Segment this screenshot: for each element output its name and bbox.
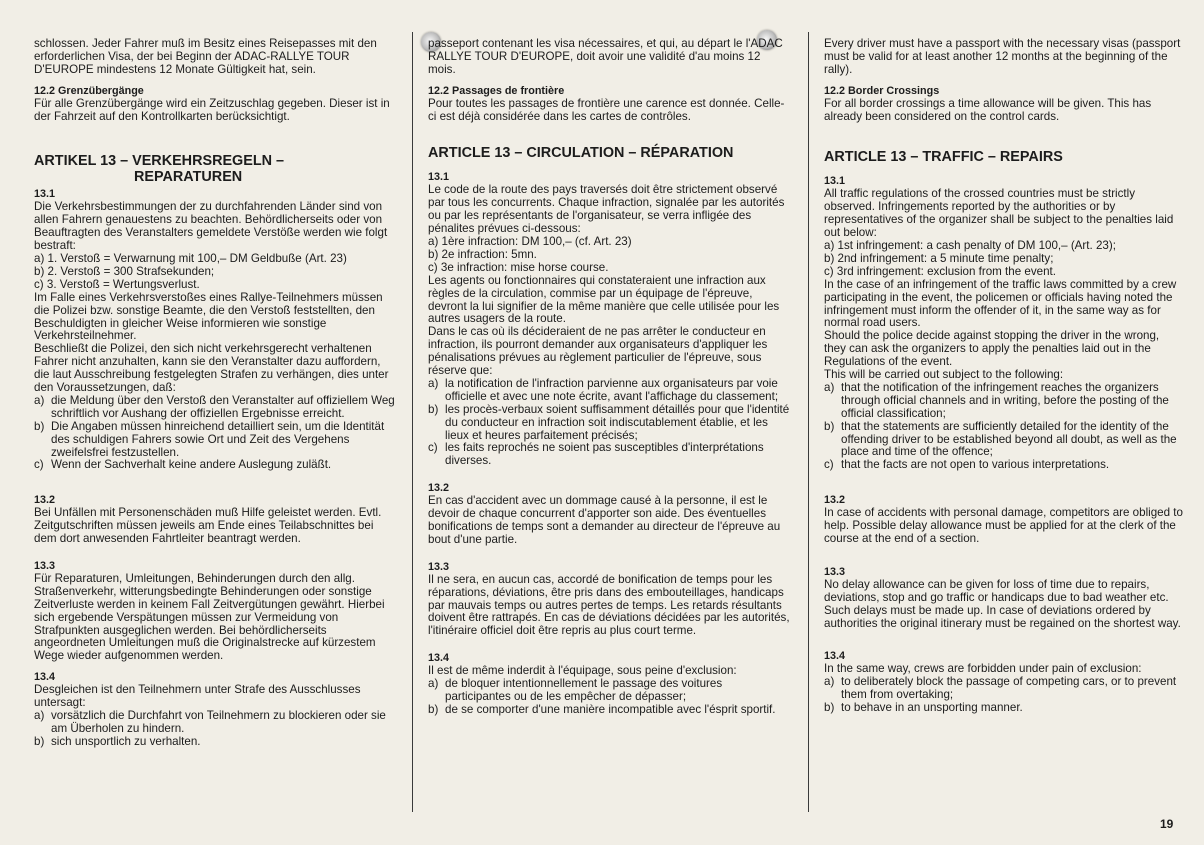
section-text: Bei Unfällen mit Personenschäden muß Hilfe geleistet werden. Evtl. Zeitgutschriften müssen jeweils am Ende eines Teilabschnittes bei dem dort anwesenden Fahrtleiter beantragt werden. (34, 506, 382, 546)
section-text: Le code de la route des pays traversés doit être strictement observé par tous les concurrents. Chaque infraction, signalée par les autorités ou par les représentants de l'organisateur, se verra infligée des pénalites prévues ci-dessous: (428, 183, 785, 236)
section-text: Die Verkehrsbestimmungen der zu durchfahrenden Länder sind von allen Fahrern genauestens zu beachten. Behördlicherseits oder von Beauftragten des Veranstalters gemeldete Verstöße werden wie folgt bestraft: (34, 200, 388, 253)
list-item: a) de bloquer intentionnellement le passage des voitures participantes ou de les empêcher de dépasser; (428, 677, 723, 703)
section-text: Für alle Grenzübergänge wird ein Zeitzuschlag gegeben. Dieser ist in der Fahrzeit auf den Kontrollkarten berücksichtigt. (34, 96, 390, 123)
section-number: 13.3 (428, 560, 450, 573)
list-item: b) les procès-verbaux soient suffisamment détaillés pour que l'identité du conducteur en infraction soit indiscutablement établie, et les lieux et heures parfaitement précisés; (428, 402, 790, 442)
intro-text: passeport contenant les visa nécessaires, et qui, au départ le l'ADAC RALLYE TOUR D'EUROPE, doit avoir une validité d'au moins 12 mois. (428, 37, 783, 76)
list-item: c) Wenn der Sachverhalt keine andere Auslegung zuläßt. (34, 458, 332, 472)
section-number: 13.2 (34, 494, 56, 507)
list-item: a) vorsätzlich die Durchfahrt von Teilnehmern zu blockieren oder sie am Überholen zu hindern. (34, 708, 386, 735)
section-text: Il est de même inderdit à l'équipage, sous peine d'exclusion: (428, 664, 737, 678)
section-text: Il ne sera, en aucun cas, accordé de bonification de temps pour les réparations, déviations, être pris dans des embouteillages, handicaps par mauvais temps ou autres pertes de temps. Les retards résultants doivent être rattrapés. En cas de déviations décidées par les autorités, l'itinéraire officiel doit être repris au plus court terme. (428, 572, 790, 638)
list-item: c) les faits reprochés ne soient pas susceptibles d'interprétations diverses. (428, 441, 764, 468)
list-item: b) de se comporter d'une manière incompatible avec l'ésprit sportif. (428, 702, 776, 716)
french-column (428, 38, 790, 717)
section-number: 13.1 (428, 171, 450, 184)
english-column (824, 38, 1184, 715)
list-item: b) to behave in an unsporting manner. (824, 701, 1023, 715)
section-number: 13.3 (34, 560, 56, 572)
penalty-item: b) 2e infraction: 5mn. (428, 247, 537, 261)
penalty-item: b) 2nd infringement: a 5 minute time penalty; (824, 251, 1054, 265)
section-text: For all border crossings a time allowance will be given. This has already been considered on the control cards. (824, 96, 1152, 123)
section-text: Für Reparaturen, Umleitungen, Behinderungen durch den allg. Straßenverkehr, witterungsbedingte Behinderungen oder sonstige Zeitverluste werden in keinem Fall Zeitvergütungen gewährt. Hierbei sich ergebende Verspätungen müssen zur Vermeidung von Strafpunkten ausgeglichen werden. Bei behördlicherseits angeordneten Umleitungen muß die Originalstrecke auf kürzestem Wege wieder aufgenommen werden. (34, 571, 385, 663)
section-text: Pour toutes les passages de frontière une carence est donnée. Celle-ci est déjà considérée dans les cartes de contrôles. (428, 96, 785, 123)
section-text: In case of accidents with personal damage, competitors are obliged to help. Possible delay allowance must be applied for at the clerk of the course at the end of a section. (824, 506, 1183, 545)
list-item: a) la notification de l'infraction parvienne aux organisateurs par voie officielle et avec une note écrite, avant l'affichage du classement; (428, 376, 779, 403)
section-number: 13.2 (428, 482, 450, 495)
section-number: 13.4 (34, 671, 56, 684)
section-text: No delay allowance can be given for loss of time due to repairs, deviations, stop and go traffic or handicaps due to bad weather etc. Such delays must be made up. In case of deviations ordered by authorities the original itinerary must be regained on the shortest way. (824, 577, 1181, 630)
section-number: 13.4 (824, 650, 846, 663)
section-text: Les agents ou fonctionnaires qui constateraient une infraction aux règles de la circulation, commise par un équipage de l'épreuve, devront la lui signifier de la même manière que celle utilisée pour les autres usagers de la route. (428, 273, 780, 326)
penalty-item: a) 1st infringement: a cash penalty of DM 100,– (Art. 23); (824, 238, 1116, 252)
german-column (34, 38, 398, 749)
section-text: Should the police decide against stopping the driver in the wrong, they can ask the organizers to apply the penalties laid out in the Regulations of the event. (824, 329, 1160, 369)
intro-text: Every driver must have a passport with the necessary visas (passport must be valid for at least another 12 months at the beginning of the rally). (824, 37, 1181, 76)
section-text: Desgleichen ist den Teilnehmern unter Strafe des Ausschlusses untersagt: (34, 683, 361, 710)
section-text: In the case of an infringement of the traffic laws committed by a crew participating in the event, the policemen or officials having noted the infringement must inform the offender of it, in the same way as for normal road users. (824, 277, 1177, 330)
list-item: a) to deliberately block the passage of competing cars, or to prevent them from overtaking; (824, 675, 1177, 702)
penalty-item: c) 3. Verstoß = Wertungsverlust. (34, 277, 200, 291)
penalty-item: a) 1ère infraction: DM 100,– (cf. Art. 23) (428, 234, 632, 248)
list-item: b) that the statements are sufficiently detailed for the identity of the offending driver to be established beyond all doubt, as well as the place and time of the offence; (824, 419, 1177, 459)
section-number: 13.1 (824, 175, 846, 188)
list-item: c) that the facts are not open to various interpretations. (824, 458, 1110, 472)
section-heading: 12.2 Border Crossings (824, 84, 940, 97)
list-item: a) die Meldung über den Verstoß den Veranstalter auf offiziellem Weg schriftlich vor Aushang der offiziellen Ergebnisse erreicht. (34, 393, 395, 420)
list-item: b) Die Angaben müssen hinreichend detailliert sein, um die Identität des schuldigen Fahrers sowie Ort und Zeit des Vergehens zweifelsfrei festzustellen. (34, 419, 385, 459)
section-text: En cas d'accident avec un dommage causé à la personne, il est le devoir de chaque concurrent d'apporter son aide. Des éventuelles bonifications de temps sont a demander au directeur de l'épreuve au bout d'une partie. (428, 494, 781, 546)
section-text: In the same way, crews are forbidden under pain of exclusion: (824, 662, 1142, 676)
section-number: 13.4 (428, 652, 450, 665)
intro-text: schlossen. Jeder Fahrer muß im Besitz eines Reisepasses mit den erforderlichen Visa, der bei Beginn der ADAC-RALLYE TOUR D'EUROPE mindestens 12 Monate Gültigkeit hat, sein. (34, 37, 377, 76)
penalty-item: a) 1. Verstoß = Verwarnung mit 100,– DM Geldbuße (Art. 23) (34, 251, 347, 265)
list-item: b) sich unsportlich zu verhalten. (34, 734, 201, 748)
list-item: a) that the notification of the infringement reaches the organizers through official channels and in writing, before the posting of the official classification; (824, 380, 1169, 420)
article-heading: ARTICLE 13 – CIRCULATION – RÉPARATION (428, 145, 734, 162)
section-text: Dans le cas où ils décideraient de ne pas arrêter le conducteur en infraction, ils pourront demander aux organisateurs d'appliquer les pénalisations prévues au règlement particulier de l'épreuve, sous réserve que: (428, 325, 768, 378)
section-text: All traffic regulations of the crossed countries must be strictly observed. Infringements reported by the authorities or by representatives of the organizer shall be subject to the penalties laid out below: (824, 187, 1174, 240)
penalty-item: c) 3rd infringement: exclusion from the event. (824, 264, 1056, 278)
column-divider (808, 32, 809, 812)
section-text: Im Falle eines Verkehrsverstoßes eines Rallye-Teilnehmers müssen die Polizei bzw. sonstige Beamte, die den Verstoß feststellten, den Beschuldigten in gleicher Weise informieren wie sonstige Verkehrsteilnehmer. (34, 290, 383, 343)
section-heading: 12.2 Grenzübergänge (34, 84, 144, 97)
section-number: 13.1 (34, 188, 56, 201)
penalty-item: b) 2. Verstoß = 300 Strafsekunden; (34, 264, 215, 278)
article-heading: ARTIKEL 13 – VERKEHRSREGELN – REPARATUREN (34, 153, 285, 186)
section-number: 13.2 (824, 494, 846, 507)
section-heading: 12.2 Passages de frontière (428, 84, 565, 97)
page-number: 19 (1160, 817, 1174, 831)
article-heading: ARTICLE 13 – TRAFFIC – REPAIRS (824, 149, 1063, 166)
section-text: Beschließt die Polizei, den sich nicht verkehrsgerecht verhaltenen Fahrer nicht anzuhalten, kann sie den Veranstalter dazu auffordern, die laut Ausschreibung festgelegten Strafen zu verhängen, dies unter den Voraussetzungen, daß: (34, 342, 389, 395)
section-number: 13.3 (824, 565, 846, 578)
section-text: This will be carried out subject to the following: (824, 368, 1064, 382)
column-divider (412, 32, 413, 812)
penalty-item: c) 3e infraction: mise horse course. (428, 260, 609, 274)
